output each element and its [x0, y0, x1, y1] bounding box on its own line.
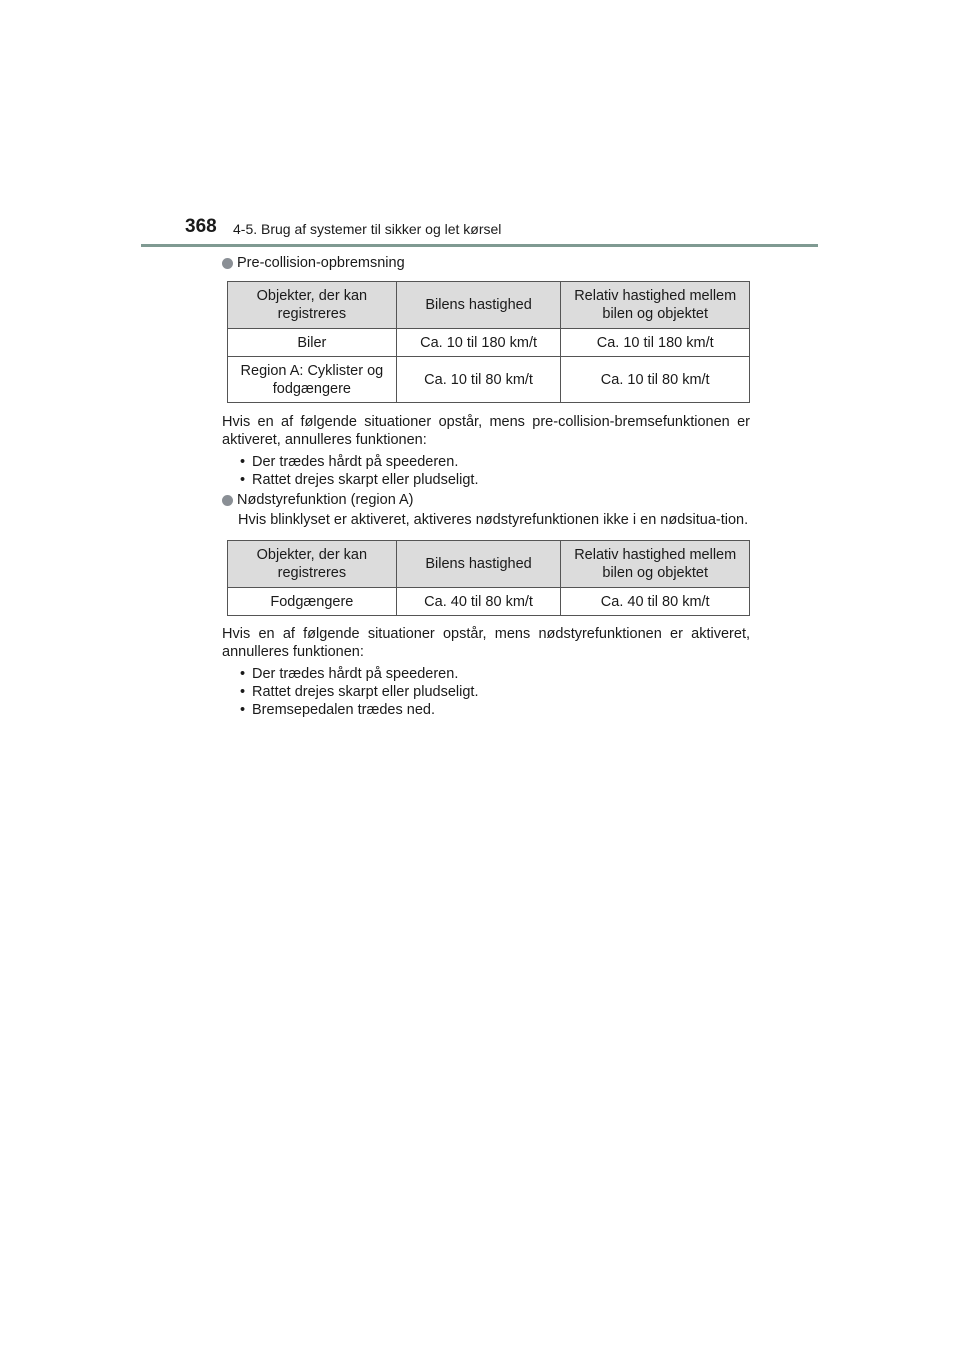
- table-header-cell: Bilens hastighed: [396, 282, 561, 329]
- table-cell: Ca. 40 til 80 km/t: [396, 588, 561, 616]
- bullet-dot-icon: [222, 495, 233, 506]
- table-header-row: [228, 541, 750, 588]
- table-row: [228, 329, 750, 357]
- emergency-intro: Hvis blinklyset er aktiveret, aktiveres nødstyrefunktionen ikke i en nødsitua-tion.: [238, 512, 749, 528]
- bullet-dot-icon: [222, 258, 233, 269]
- header-divider: [141, 244, 818, 247]
- page-content: [222, 254, 750, 719]
- table-cell: Biler: [228, 329, 397, 357]
- precollision-heading-text: Pre-collision-opbremsning: [237, 255, 405, 271]
- list-item: • Der trædes hårdt på speederen.: [240, 453, 750, 471]
- precollision-table: [227, 281, 750, 403]
- table-header-cell: Bilens hastighed: [396, 541, 561, 588]
- list-item: • Der trædes hårdt på speederen.: [240, 665, 750, 683]
- table-cell: Ca. 10 til 80 km/t: [396, 357, 561, 403]
- emergency-cancel-list: [222, 665, 750, 719]
- table-header-row: [228, 282, 750, 329]
- table-cell: Ca. 10 til 80 km/t: [561, 357, 750, 403]
- precollision-cancel-list: [222, 453, 750, 489]
- table-cell: Region A: Cyklister og fodgængere: [228, 357, 397, 403]
- table-cell: Ca. 10 til 180 km/t: [396, 329, 561, 357]
- table-cell: Fodgængere: [228, 588, 397, 616]
- list-item: • Rattet drejes skarpt eller pludseligt.: [240, 683, 750, 701]
- emergency-table: [227, 540, 750, 616]
- list-item: • Rattet drejes skarpt eller pludseligt.: [240, 471, 750, 489]
- table-header-cell: Objekter, der kan registreres: [228, 541, 397, 588]
- precollision-heading: [222, 254, 750, 272]
- table-header-cell: Relativ hastighed mellem bilen og objektet: [561, 541, 750, 588]
- table-row: [228, 357, 750, 403]
- table-cell: Ca. 40 til 80 km/t: [561, 588, 750, 616]
- table-cell: Ca. 10 til 180 km/t: [561, 329, 750, 357]
- emergency-heading-text: Nødstyrefunktion (region A): [237, 492, 414, 508]
- emergency-cancel-text: Hvis en af følgende situationer opstår, mens nødstyrefunktionen er aktiveret, annulleres funktionen:: [222, 626, 750, 660]
- precollision-cancel-text: Hvis en af følgende situationer opstår, mens pre-collision-bremsefunktionen er aktiveret, annulleres funktionen:: [222, 414, 750, 448]
- emergency-heading: [222, 491, 750, 509]
- table-header-cell: Relativ hastighed mellem bilen og objektet: [561, 282, 750, 329]
- table-row: [228, 588, 750, 616]
- section-title: 4-5. Brug af systemer til sikker og let kørsel: [233, 221, 502, 237]
- table-header-cell: Objekter, der kan registreres: [228, 282, 397, 329]
- page-number: 368: [185, 216, 217, 237]
- list-item: • Bremsepedalen trædes ned.: [240, 701, 750, 719]
